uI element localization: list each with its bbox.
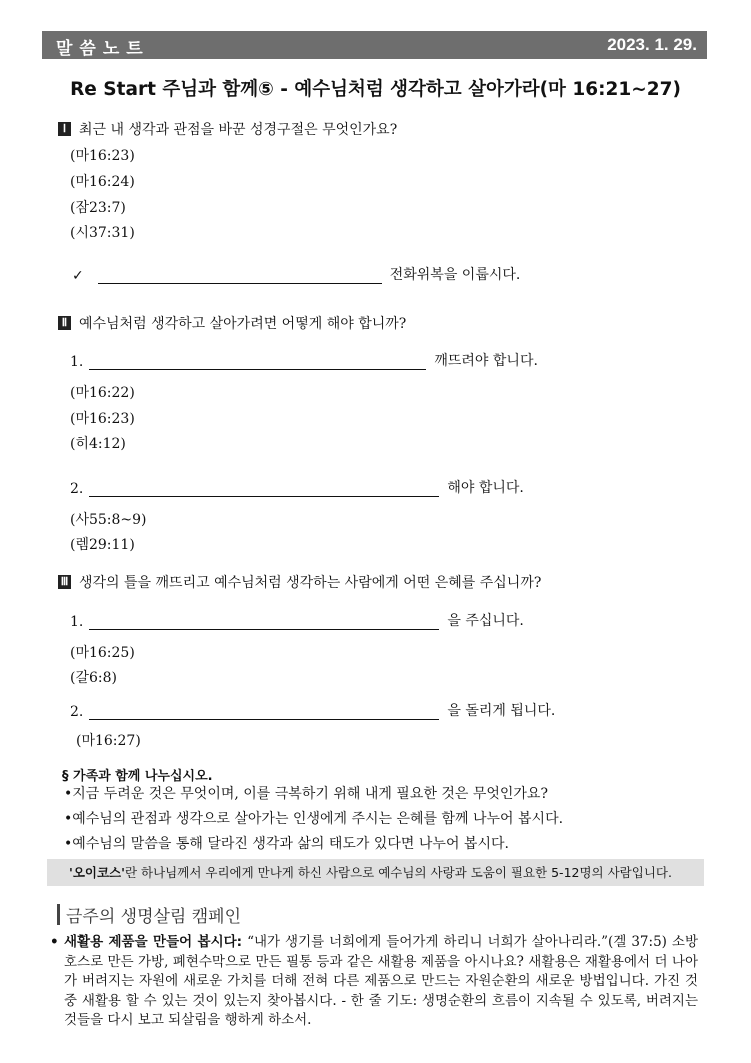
scripture-ref: (마16:24) — [70, 174, 135, 190]
scripture-ref: (갈6:8) — [70, 670, 117, 686]
item-number: 1. — [70, 354, 84, 370]
blank-line[interactable] — [89, 353, 426, 370]
answer-blank-1 — [72, 264, 520, 284]
campaign-text: “내가 생기를 너희에게 들어가게 하리니 너희가 살아나리라.”(겔 37:5) 소방호스로 만든 가방, 폐현수막으로 만든 필통 등과 같은 새활용 제품을 아시나요? 새활용은 재활용에서 더 나아가 버려지는 자원에 새로운 가치를 더해 전혀 다른 제품으로 만드는 자원순환의 새로운 방법입니다. 가진 것 중 새활용 할 수 있는 것이 있는지 찾아봅시다. - 한 줄 기도: 생명순환의 흐름이 지속될 수 있도록, 버려지는 것들을 다시 보고 되살림을 행하게 하소서. — [64, 934, 698, 1028]
blank-suffix: 해야 합니다. — [447, 480, 524, 496]
scripture-ref: (마16:23) — [70, 411, 135, 427]
share-item: •예수님의 말씀을 통해 달라진 생각과 삶의 태도가 있다면 나누어 봅시다. — [64, 836, 509, 852]
item-number: 1. — [70, 614, 84, 630]
item-number: 2. — [70, 481, 84, 497]
campaign-lead: 새활용 제품을 만들어 봅시다: — [64, 934, 243, 950]
sermon-title: Re Start 주님과 함께⑤ - 예수님처럼 생각하고 살아가라(마 16:21~27) — [70, 79, 681, 100]
scripture-ref: (히4:12) — [70, 436, 126, 452]
blank-line[interactable] — [98, 267, 382, 284]
roman-numeral-3: Ⅲ — [58, 575, 71, 589]
heading-bar-icon — [57, 904, 60, 925]
roman-numeral-2: Ⅱ — [58, 316, 71, 330]
answer-blank-3-2 — [70, 700, 555, 720]
answer-blank-2-2 — [70, 477, 524, 497]
scripture-ref: (마16:23) — [70, 148, 135, 164]
roman-numeral-1: Ⅰ — [58, 122, 71, 136]
scripture-ref: (잠23:7) — [70, 200, 126, 216]
header-date: 2023. 1. 29. — [607, 35, 697, 54]
check-icon: ✓ — [72, 268, 84, 284]
blank-suffix: 을 주십니다. — [447, 613, 524, 629]
share-item: •예수님의 관점과 생각으로 살아가는 인생에게 주시는 은혜를 함께 나누어 봅시다. — [64, 811, 564, 827]
scripture-ref: (사55:8~9) — [70, 512, 147, 528]
item-number: 2. — [70, 704, 84, 720]
header-bar — [42, 31, 707, 59]
question-2-text: 예수님처럼 생각하고 살아가려면 어떻게 해야 합니까? — [79, 316, 407, 332]
question-1 — [58, 119, 397, 139]
scripture-ref: (마16:27) — [76, 733, 141, 749]
blank-line[interactable] — [89, 613, 439, 630]
scripture-ref: (렘29:11) — [70, 537, 135, 553]
blank-line[interactable] — [89, 703, 439, 720]
blank-suffix: 깨뜨려야 합니다. — [434, 353, 538, 369]
scripture-ref: (시37:31) — [70, 225, 135, 241]
campaign-body — [50, 933, 698, 1031]
campaign-heading — [57, 902, 241, 927]
question-2 — [58, 313, 406, 333]
blank-suffix: 전화위복을 이룹시다. — [389, 267, 521, 283]
scripture-ref: (마16:22) — [70, 385, 135, 401]
campaign-title: 금주의 생명살림 캠페인 — [66, 907, 242, 927]
question-3-text: 생각의 틀을 깨뜨리고 예수님처럼 생각하는 사람에게 어떤 은혜를 주십니까? — [79, 575, 542, 591]
question-3 — [58, 572, 541, 592]
blank-suffix: 을 돌리게 됩니다. — [447, 703, 556, 719]
oikos-term: '오이코스' — [69, 865, 125, 880]
share-heading: § 가족과 함께 나누십시오. — [62, 769, 213, 784]
header-label: 말씀노트 — [56, 39, 150, 59]
blank-line[interactable] — [89, 480, 439, 497]
answer-blank-3-1 — [70, 610, 524, 630]
scripture-ref: (마16:25) — [70, 645, 135, 661]
share-item: •지금 두려운 것은 무엇이며, 이를 극복하기 위해 내게 필요한 것은 무엇인가요? — [64, 786, 548, 802]
question-1-text: 최근 내 생각과 관점을 바꾼 성경구절은 무엇인가요? — [79, 122, 398, 138]
oikos-note — [47, 859, 704, 886]
oikos-text: 란 하나님께서 우리에게 만나게 하신 사람으로 예수님의 사랑과 도움이 필요한 5-12명의 사람입니다. — [124, 865, 672, 880]
answer-blank-2-1 — [70, 350, 538, 370]
bullet-icon: • — [50, 934, 59, 950]
